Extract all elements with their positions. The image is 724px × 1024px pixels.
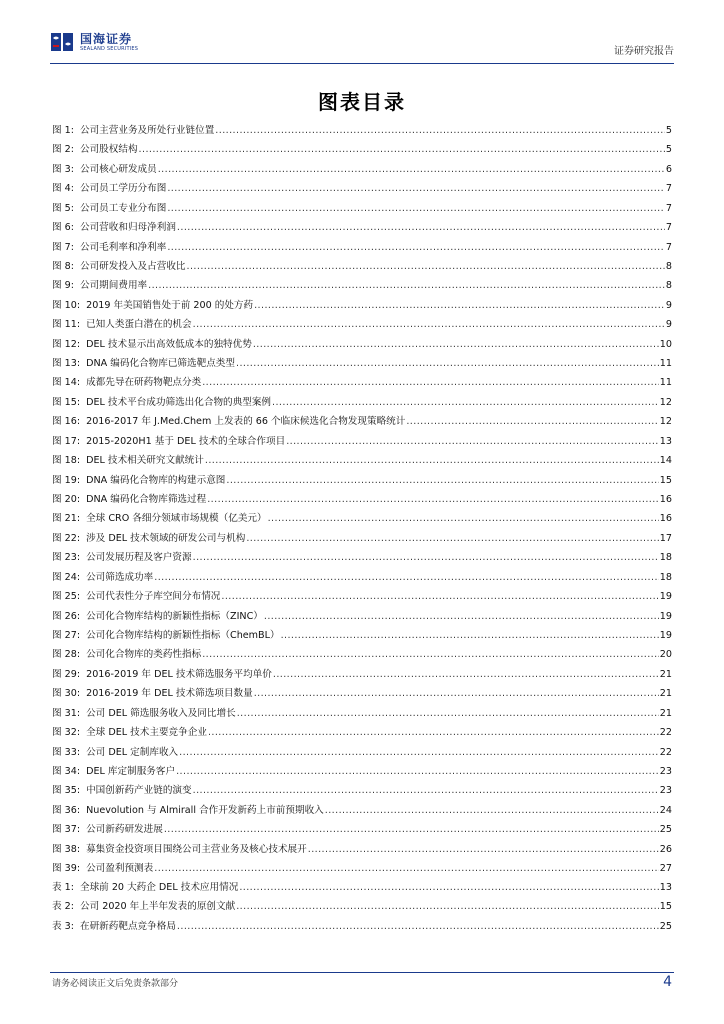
figure-toc-entry[interactable] (52, 587, 672, 606)
toc-entry-label: 图 6: (52, 222, 74, 234)
toc-entry-label: 图 26: (52, 610, 81, 622)
toc-entry-title: Nuevolution 与 Almirall 合作开发新药上市前预期收入 (86, 804, 324, 816)
toc-entry-label: 图 19: (52, 474, 81, 486)
toc-entry-label: 图 5: (52, 202, 74, 214)
logo-chinese-name: 国海证券 (80, 31, 133, 46)
toc-leader-dots (179, 743, 659, 762)
toc-entry-page: 5 (665, 144, 672, 156)
toc-leader-dots (246, 529, 658, 548)
figure-toc-entry[interactable] (52, 218, 672, 237)
toc-entry-label: 图 13: (52, 358, 81, 370)
table-toc-entry[interactable] (52, 917, 672, 936)
toc-entry-label: 图 21: (52, 513, 81, 525)
toc-entry-title: 全球 DEL 技术主要竞争企业 (86, 727, 207, 739)
toc-leader-dots (268, 509, 659, 528)
toc-leader-dots (202, 373, 659, 392)
toc-entry-page: 5 (665, 125, 672, 136)
table-toc-entry[interactable] (52, 878, 672, 897)
figure-toc-entry[interactable] (52, 335, 672, 354)
toc-entry-label: 图 7: (52, 241, 74, 253)
toc-entry-page: 19 (659, 591, 672, 603)
toc-leader-dots (236, 897, 659, 916)
figure-toc-entry[interactable] (52, 723, 672, 742)
toc-leader-dots (205, 451, 659, 470)
tables-list (52, 878, 672, 936)
toc-leader-dots (254, 296, 665, 315)
toc-entry-label: 图 9: (52, 280, 74, 292)
toc-leader-dots (254, 684, 659, 703)
toc-entry-page: 19 (659, 629, 672, 641)
figure-toc-entry[interactable] (52, 451, 672, 470)
toc-leader-dots (154, 568, 659, 587)
toc-entry-label: 图 23: (52, 552, 81, 564)
report-type-label: 证券研究报告 (614, 46, 674, 57)
toc-entry-label: 图 30: (52, 688, 81, 700)
toc-leader-dots (325, 801, 659, 820)
toc-entry-title: 公司筛选成功率 (86, 571, 154, 583)
toc-entry-label: 图 32: (52, 727, 81, 739)
toc-entry-title: 公司核心研发成员 (79, 163, 157, 175)
header-divider (50, 63, 674, 64)
toc-entry-label: 表 2: (52, 901, 74, 913)
toc-entry-page: 16 (659, 494, 672, 506)
toc-leader-dots (167, 199, 665, 218)
toc-entry-page: 22 (659, 746, 672, 758)
toc-entry-label: 图 15: (52, 396, 81, 408)
figure-toc-entry[interactable] (52, 509, 672, 528)
toc-entry-page: 8 (665, 260, 672, 272)
toc-entry-page: 14 (659, 455, 672, 467)
toc-entry-title: 中国创新药产业链的演变 (86, 785, 192, 797)
toc-entry-title: DEL 技术显示出高效低成本的独特优势 (86, 338, 252, 350)
toc-entry-label: 图 17: (52, 435, 81, 447)
figure-toc-entry[interactable] (52, 859, 672, 878)
toc-entry-page: 8 (665, 280, 672, 292)
toc-entry-page: 10 (659, 338, 672, 350)
toc-entry-title: DNA 编码化合物库的构建示意图 (86, 474, 226, 486)
toc-entry-title: 公司员工学历分布图 (79, 183, 167, 195)
toc-entry-page: 27 (659, 863, 672, 875)
toc-entry-title: DEL 技术相关研究文献统计 (86, 455, 204, 467)
toc-entry-title: 公司化合物库的类药性指标 (86, 649, 202, 661)
toc-entry-title: DEL 库定制服务客户 (86, 765, 176, 777)
toc-entry-title: 公司 2020 年上半年发表的原创文献 (79, 901, 236, 913)
toc-entry-page: 25 (659, 824, 672, 836)
figure-toc-entry[interactable] (52, 607, 672, 626)
figure-toc-entry[interactable] (52, 121, 672, 140)
toc-leader-dots (239, 878, 658, 897)
toc-entry-page: 18 (659, 552, 672, 564)
toc-entry-label: 图 27: (52, 629, 81, 641)
figure-toc-entry[interactable] (52, 354, 672, 373)
figure-toc-entry[interactable] (52, 432, 672, 451)
sealand-logo-icon (50, 30, 76, 54)
toc-entry-page: 19 (659, 610, 672, 622)
figure-toc-entry[interactable] (52, 548, 672, 567)
page-header (50, 28, 674, 62)
toc-entry-title: 公司主营业务及所处行业链位置 (79, 125, 215, 136)
toc-entry-page: 7 (665, 202, 672, 214)
figure-toc-entry[interactable] (52, 373, 672, 392)
toc-entry-label: 图 14: (52, 377, 81, 389)
toc-entry-label: 图 28: (52, 649, 81, 661)
toc-leader-dots (236, 354, 659, 373)
toc-entry-page: 9 (665, 299, 672, 311)
toc-entry-page: 24 (659, 804, 672, 816)
toc-entry-title: DEL 技术平台成功筛选出化合物的典型案例 (86, 396, 272, 408)
toc-leader-dots (281, 626, 659, 645)
toc-leader-dots (176, 762, 659, 781)
toc-leader-dots (308, 840, 659, 859)
toc-entry-title: 全球前 20 大药企 DEL 技术应用情况 (79, 882, 239, 893)
toc-entry-title: 公司发展历程及客户资源 (86, 552, 192, 564)
toc-entry-label: 图 22: (52, 532, 81, 544)
toc-entry-label: 图 4: (52, 183, 74, 195)
toc-leader-dots (272, 393, 659, 412)
toc-entry-title: 全球 CRO 各细分领域市场规模（亿美元） (86, 513, 267, 525)
figure-toc-entry[interactable] (52, 626, 672, 645)
toc-entry-label: 图 16: (52, 416, 81, 428)
toc-entry-label: 图 1: (52, 125, 74, 136)
toc-entry-label: 图 11: (52, 319, 81, 331)
toc-entry-title: DNA 编码化合物库筛选过程 (86, 494, 207, 506)
toc-entry-label: 图 2: (52, 144, 74, 156)
toc-entry-page: 12 (659, 416, 672, 428)
toc-entry-label: 图 35: (52, 785, 81, 797)
toc-entry-title: 公司化合物库结构的新颖性指标（ChemBL） (86, 629, 280, 641)
toc-entry-title: 公司代表性分子库空间分布情况 (86, 591, 221, 603)
figure-toc-entry[interactable] (52, 412, 672, 431)
toc-entry-title: 公司毛利率和净利率 (79, 241, 167, 253)
toc-entry-label: 图 10: (52, 299, 81, 311)
toc-entry-page: 13 (659, 882, 672, 893)
toc-entry-page: 16 (659, 513, 672, 525)
toc-entry-page: 17 (659, 532, 672, 544)
table-toc-entry[interactable] (52, 897, 672, 916)
toc-entry-title: 涉及 DEL 技术领域的研发公司与机构 (86, 532, 246, 544)
toc-entry-title: DNA 编码化合物库已筛选靶点类型 (86, 358, 235, 370)
toc-leader-dots (177, 917, 659, 936)
toc-leader-dots (154, 859, 659, 878)
toc-entry-label: 图 18: (52, 455, 81, 467)
figure-toc-entry[interactable] (52, 684, 672, 703)
toc-entry-label: 图 24: (52, 571, 81, 583)
toc-leader-dots (237, 704, 659, 723)
toc-entry-title: 公司化合物库结构的新颖性指标（ZINC） (86, 610, 263, 622)
toc-leader-dots (253, 335, 659, 354)
toc-entry-title: 公司期间费用率 (79, 280, 148, 292)
figure-toc-entry[interactable] (52, 160, 672, 179)
figure-toc-entry[interactable] (52, 315, 672, 334)
footer-disclaimer: 请务必阅读正文后免责条款部分 (52, 979, 179, 989)
toc-entry-label: 图 31: (52, 707, 81, 719)
toc-entry-label: 图 25: (52, 591, 81, 603)
toc-entry-label: 图 37: (52, 824, 81, 836)
figure-toc-entry[interactable] (52, 801, 672, 820)
toc-leader-dots (193, 781, 659, 800)
toc-leader-dots (177, 218, 665, 237)
toc-entry-label: 图 39: (52, 863, 81, 875)
toc-entry-title: 2019 年美国销售处于前 200 的处方药 (86, 299, 254, 311)
toc-leader-dots (202, 645, 659, 664)
toc-entry-label: 表 3: (52, 920, 74, 932)
toc-leader-dots (187, 257, 665, 276)
toc-leader-dots (193, 315, 665, 334)
toc-entry-page: 21 (659, 688, 672, 700)
figure-toc-entry[interactable] (52, 179, 672, 198)
toc-entry-page: 13 (659, 435, 672, 447)
toc-entry-title: 2016-2017 年 J.Med.Chem 上发表的 66 个临床候选化合物发现策略统计 (86, 416, 406, 428)
toc-entry-title: 已知人类蛋白潜在的机会 (86, 319, 192, 331)
toc-entry-page: 23 (659, 785, 672, 797)
figure-toc-entry[interactable] (52, 238, 672, 257)
toc-entry-title: 公司研发投入及占营收比 (79, 260, 186, 272)
toc-leader-dots (273, 665, 659, 684)
page-title: 图表目录 (318, 90, 406, 114)
toc-entry-label: 图 36: (52, 804, 81, 816)
toc-entry-label: 图 12: (52, 338, 81, 350)
toc-leader-dots (193, 548, 659, 567)
toc-entry-label: 表 1: (52, 882, 74, 893)
toc-entry-title: 2016-2019 年 DEL 技术筛选服务平均单价 (86, 668, 272, 680)
figure-toc-entry[interactable] (52, 471, 672, 490)
toc-entry-label: 图 29: (52, 668, 81, 680)
company-logo (50, 30, 138, 54)
toc-entry-title: 成都先导在研药物靶点分类 (86, 377, 202, 389)
toc-leader-dots (207, 490, 659, 509)
toc-leader-dots (167, 179, 665, 198)
figure-toc-entry[interactable] (52, 743, 672, 762)
figure-toc-entry[interactable] (52, 140, 672, 159)
figure-toc-entry[interactable] (52, 393, 672, 412)
figures-list (52, 121, 672, 878)
toc-entry-title: 2015-2020H1 基于 DEL 技术的全球合作项目 (86, 435, 286, 447)
toc-leader-dots (158, 160, 665, 179)
toc-entry-page: 26 (659, 843, 672, 855)
logo-english-name: SEALAND SECURITIES (80, 45, 139, 52)
figure-toc-entry[interactable] (52, 781, 672, 800)
toc-entry-page: 7 (665, 183, 672, 195)
figure-toc-entry[interactable] (52, 296, 672, 315)
figure-toc-entry[interactable] (52, 840, 672, 859)
toc-entry-title: 在研新药靶点竞争格局 (79, 920, 176, 932)
toc-entry-page: 20 (659, 649, 672, 661)
toc-entry-page: 11 (659, 358, 672, 370)
toc-entry-title: 公司新药研发进展 (86, 824, 163, 836)
toc-entry-title: 公司 DEL 筛选服务收入及同比增长 (86, 707, 236, 719)
toc-entry-title: 公司 DEL 定制库收入 (86, 746, 179, 758)
toc-leader-dots (226, 471, 658, 490)
toc-entry-label: 图 38: (52, 843, 81, 855)
toc-entry-title: 2016-2019 年 DEL 技术筛选项目数量 (86, 688, 253, 700)
footer-divider (50, 972, 674, 973)
toc-entry-label: 图 34: (52, 765, 81, 777)
toc-entry-page: 18 (659, 571, 672, 583)
toc-leader-dots (139, 140, 665, 159)
toc-entry-page: 25 (659, 920, 672, 932)
toc-leader-dots (406, 412, 658, 431)
toc-entry-page: 15 (659, 474, 672, 486)
toc-entry-page: 15 (659, 901, 672, 913)
toc-entry-page: 23 (659, 765, 672, 777)
toc-entry-title: 公司股权结构 (79, 144, 138, 156)
toc-entry-page: 21 (659, 668, 672, 680)
figure-toc-entry[interactable] (52, 704, 672, 723)
figure-toc-entry[interactable] (52, 762, 672, 781)
page-number: 4 (663, 974, 672, 990)
toc-entry-title: 公司盈利预测表 (86, 863, 154, 875)
toc-leader-dots (221, 587, 658, 606)
toc-entry-page: 9 (665, 319, 672, 331)
toc-leader-dots (286, 432, 659, 451)
toc-entry-page: 21 (659, 707, 672, 719)
toc-entry-title: 募集资金投资项目围绕公司主营业务及核心技术展开 (86, 843, 307, 855)
figure-toc-entry[interactable] (52, 276, 672, 295)
figure-toc-entry[interactable] (52, 568, 672, 587)
toc-entry-page: 7 (665, 241, 672, 253)
toc-entry-title: 公司员工专业分布图 (79, 202, 167, 214)
toc-entry-page: 11 (659, 377, 672, 389)
figure-toc-entry[interactable] (52, 490, 672, 509)
toc-entry-label: 图 8: (52, 260, 74, 272)
toc-entry-page: 6 (665, 163, 672, 175)
toc-entry-title: 公司营收和归母净利润 (79, 222, 176, 234)
toc-leader-dots (264, 607, 659, 626)
toc-entry-label: 图 33: (52, 746, 81, 758)
toc-entry-label: 图 20: (52, 494, 81, 506)
toc-entry-page: 12 (659, 396, 672, 408)
figure-toc-entry[interactable] (52, 665, 672, 684)
toc-entry-page: 7 (665, 222, 672, 234)
toc-entry-page: 22 (659, 727, 672, 739)
toc-leader-dots (164, 820, 659, 839)
figure-toc-entry[interactable] (52, 529, 672, 548)
figure-toc-entry[interactable] (52, 199, 672, 218)
toc-leader-dots (215, 121, 665, 140)
toc-leader-dots (148, 276, 665, 295)
figure-toc-entry[interactable] (52, 645, 672, 664)
toc-entry-label: 图 3: (52, 163, 74, 175)
figure-toc-entry[interactable] (52, 820, 672, 839)
toc-leader-dots (208, 723, 659, 742)
figure-toc-entry[interactable] (52, 257, 672, 276)
toc-leader-dots (167, 238, 665, 257)
